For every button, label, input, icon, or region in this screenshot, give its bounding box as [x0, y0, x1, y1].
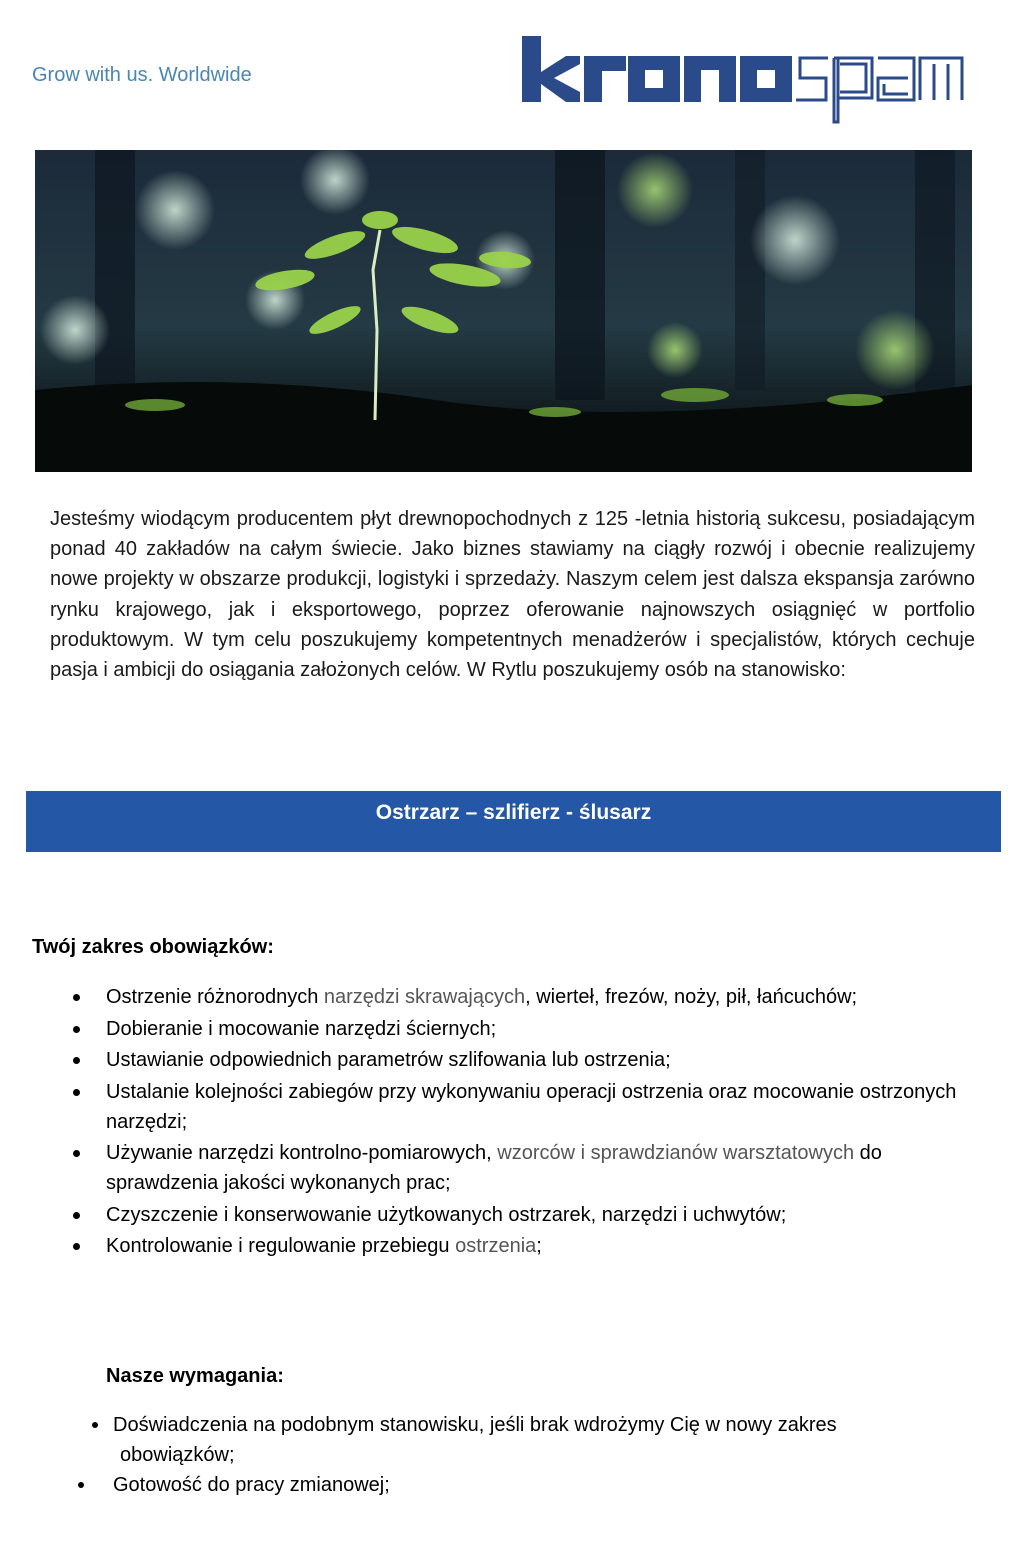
list-item: Ustalanie kolejności zabiegów przy wykonywaniu operacji ostrzenia oraz mocowanie ostrzonych narzędzi;: [106, 1077, 986, 1137]
tagline: Grow with us. Worldwide: [32, 64, 252, 86]
duties-heading: Twój zakres obowiązków:: [32, 936, 274, 958]
intro-paragraph: Jesteśmy wiodącym producentem płyt drewnopochodnych z 125 -letnia historią sukcesu, posiadającym ponad 40 zakładów na całym świecie. Jako biznes stawiamy na ciągły rozwój i obecnie realizujemy nowe projekty w obszarze produkcji, logistyki i sprzedaży. Naszym celem jest dalsza ekspansja zarówno rynku krajowego, jak i eksportowego, poprzez oferowanie najnowszych osiągnięć w portfolio produktowym. W tym celu poszukujemy kompetentnych menadżerów i specjalistów, których cechuje pasja i ambicji do osiągania założonych celów. W Rytlu poszukujemy osób na stanowisko:: [50, 508, 975, 682]
list-item: Doświadczenia na podobnym stanowisku, jeśli brak wdrożymy Cię w nowy zakres obowiązków;: [113, 1410, 973, 1470]
duties-list: [106, 982, 986, 1263]
job-title-banner: [26, 791, 1001, 852]
list-item: Kontrolowanie i regulowanie przebiegu ostrzenia;: [106, 1231, 986, 1261]
requirements-list: [113, 1410, 973, 1500]
list-item: Dobieranie i mocowanie narzędzi ściernych;: [106, 1014, 986, 1044]
list-item: Używanie narzędzi kontrolno-pomiarowych, wzorców i sprawdzianów warsztatowych do sprawdzenia jakości wykonanych prac;: [106, 1138, 986, 1198]
list-item: Ostrzenie różnorodnych narzędzi skrawających, wierteł, frezów, noży, pił, łańcuchów;: [106, 982, 986, 1012]
list-item: Ustawianie odpowiednich parametrów szlifowania lub ostrzenia;: [106, 1045, 986, 1075]
kronospan-logo: [520, 34, 965, 131]
hero-image: [35, 150, 972, 472]
list-item: Czyszczenie i konserwowanie użytkowanych ostrzarek, narzędzi i uchwytów;: [106, 1200, 986, 1230]
list-item: Gotowość do pracy zmianowej;: [113, 1470, 973, 1500]
requirements-heading: Nasze wymagania:: [106, 1365, 284, 1387]
job-title: Ostrzarz – szlifierz - ślusarz: [375, 800, 652, 824]
